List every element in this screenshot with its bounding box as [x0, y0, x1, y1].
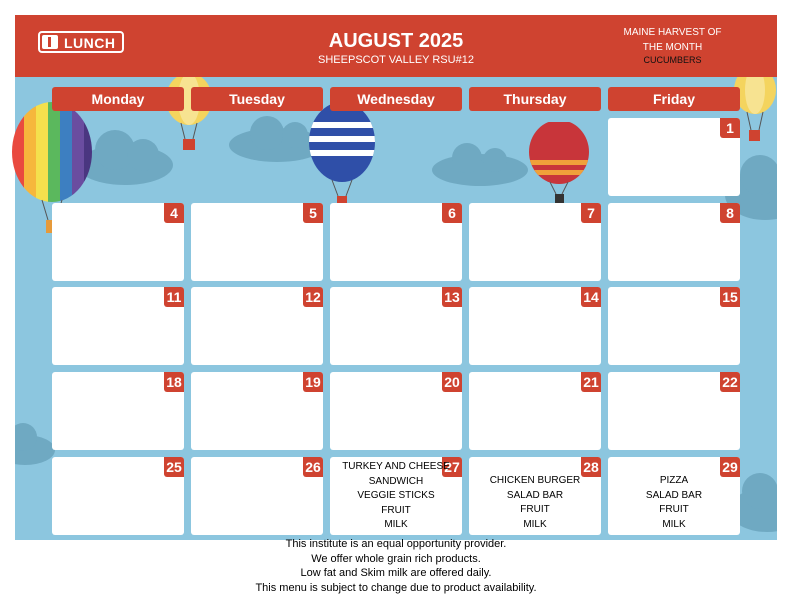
day-number: 27	[442, 457, 462, 477]
menu-item: PIZZA	[659, 475, 689, 486]
calendar-day-cell	[608, 372, 740, 450]
day-number: 15	[720, 287, 740, 307]
harvest-title-line1: MAINE HARVEST OF	[623, 27, 722, 38]
menu-items	[469, 474, 601, 532]
calendar-day-cell	[608, 203, 740, 281]
cloud-bottom-left	[15, 423, 55, 465]
menu-item: SALAD BAR	[506, 489, 564, 501]
footer-line-3: Low fat and Skim milk are offered daily.	[300, 567, 492, 579]
calendar-header	[15, 15, 777, 77]
calendar-day-cell	[608, 457, 740, 535]
calendar-day-cell	[52, 457, 184, 535]
day-number: 1	[720, 118, 740, 138]
logo-label: LUNCH	[64, 35, 116, 51]
day-number: 6	[442, 203, 462, 223]
day-number: 8	[720, 203, 740, 223]
day-number: 21	[581, 372, 601, 392]
calendar-day-cell	[469, 203, 601, 281]
harvest-title-line2: THE MONTH	[642, 42, 703, 53]
month-title: AUGUST 2025	[328, 30, 464, 52]
yellow-balloon-icon	[165, 73, 213, 153]
district-name: SHEEPSCOT VALLEY RSU#12	[318, 54, 474, 66]
menu-item: FRUIT	[381, 504, 411, 516]
day-number: 25	[164, 457, 184, 477]
day-number: 28	[581, 457, 601, 477]
menu-item: VEGGIE STICKS	[357, 490, 435, 501]
day-number: 12	[303, 287, 323, 307]
harvest-title	[610, 25, 735, 55]
day-number: 26	[303, 457, 323, 477]
day-number: 4	[164, 203, 184, 223]
menu-item: MILK	[523, 518, 547, 530]
calendar-day-cell	[608, 118, 740, 196]
harvest-item: CUCUMBERS	[643, 55, 702, 65]
calendar-day-cell	[469, 457, 601, 535]
menu-item: CHICKEN BURGER	[489, 475, 581, 486]
menu-item: TURKEY AND CHEESE	[342, 461, 450, 472]
footer-line-2: We offer whole grain rich products.	[311, 552, 481, 565]
red-striped-balloon-icon	[528, 122, 592, 208]
footer-line-1: This institute is an equal opportunity provider.	[285, 538, 507, 550]
calendar-day-cell	[191, 203, 323, 281]
footer-notes	[0, 537, 792, 595]
footer-line-4: This menu is subject to change due to product availability.	[255, 581, 537, 594]
cloud-right	[432, 143, 528, 186]
calendar-day-cell	[330, 287, 462, 365]
calendar-day-cell	[52, 203, 184, 281]
calendar-day-cell	[608, 287, 740, 365]
menu-item: MILK	[662, 518, 686, 530]
day-header-monday: Monday	[52, 87, 184, 111]
calendar-day-cell	[191, 372, 323, 450]
menu-item: SANDWICH	[368, 475, 424, 487]
day-header-thursday: Thursday	[469, 87, 601, 111]
day-header-wednesday: Wednesday	[330, 87, 462, 111]
menu-items	[330, 460, 462, 533]
day-number: 5	[303, 203, 323, 223]
calendar-day-cell	[52, 372, 184, 450]
calendar-day-cell	[469, 287, 601, 365]
menu-item: FRUIT	[520, 504, 550, 515]
day-number: 22	[720, 372, 740, 392]
calendar-day-cell	[52, 287, 184, 365]
day-header-friday: Friday	[608, 87, 740, 111]
day-number: 13	[442, 287, 462, 307]
day-number: 20	[442, 372, 462, 392]
day-number: 19	[303, 372, 323, 392]
calendar-day-cell	[330, 203, 462, 281]
calendar-day-cell	[330, 372, 462, 450]
blue-striped-balloon-icon	[308, 102, 376, 208]
day-number: 7	[581, 203, 601, 223]
calendar-day-cell	[330, 457, 462, 535]
calendar-day-cell	[191, 457, 323, 535]
day-number: 11	[164, 287, 184, 307]
calendar-day-cell	[469, 372, 601, 450]
menu-items	[608, 474, 740, 532]
day-number: 14	[581, 287, 601, 307]
calendar-day-cell	[191, 287, 323, 365]
day-number: 18	[164, 372, 184, 392]
day-header-tuesday: Tuesday	[191, 87, 323, 111]
menu-item: MILK	[384, 519, 408, 530]
menu-item: FRUIT	[659, 504, 689, 515]
day-number: 29	[720, 457, 740, 477]
menu-item: SALAD BAR	[645, 489, 703, 501]
